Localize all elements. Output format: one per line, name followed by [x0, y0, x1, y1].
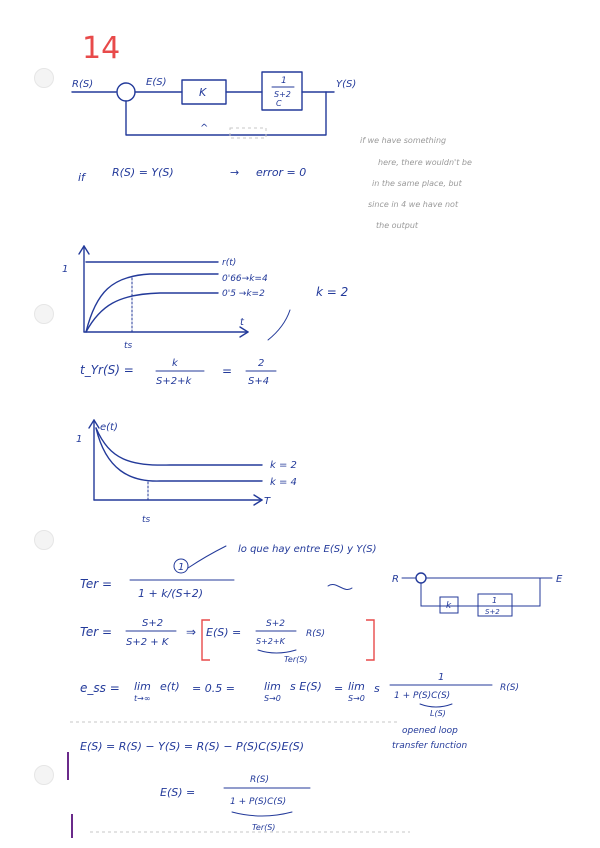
- faint-side-note: [360, 136, 472, 230]
- error-tick-ts: ts: [142, 515, 151, 525]
- condition-equation: R(S) = Y(S): [112, 166, 174, 179]
- ess-sub-2: S→0: [264, 694, 281, 703]
- final-under: Ter(S): [252, 823, 276, 832]
- error-tf-expanded: [80, 618, 374, 664]
- legend-k2: 0'5 →k=2: [222, 289, 265, 299]
- ess-f-3: s: [374, 682, 380, 695]
- plant-numerator: 1: [281, 76, 287, 86]
- ess-num: 1: [438, 672, 445, 683]
- squiggle-arrow: [328, 584, 352, 589]
- plant-sublabel: C: [276, 99, 282, 108]
- condition-if: if: [78, 171, 85, 184]
- ess-eq-2: =: [334, 682, 344, 695]
- side-note-line-5: the output: [376, 221, 419, 230]
- ess-lim-1: lim: [134, 680, 151, 693]
- E-den: S+2+K: [256, 637, 285, 646]
- E-num: S+2: [266, 619, 285, 629]
- ess-eq-1: = 0.5 =: [192, 682, 235, 695]
- condition-result: error = 0: [256, 166, 307, 179]
- ess-lim-2: lim: [264, 680, 281, 693]
- error-curve-k2: [96, 428, 262, 465]
- red-bracket-right: [366, 620, 374, 660]
- side-note-line-2: here, there wouldn't be: [378, 158, 472, 167]
- page-number: 14: [82, 31, 121, 66]
- output-label: Y(S): [336, 79, 357, 90]
- ess-f-1: e(t): [160, 680, 180, 693]
- tf-lhs: t_Yr(S) =: [80, 363, 134, 377]
- final-line-1: E(S) = R(S) − Y(S) = R(S) − P(S)C(S)E(S): [80, 740, 305, 753]
- note-between: lo que hay entre E(S) y Y(S): [238, 544, 377, 555]
- legend-k4: 0'66→k=4: [222, 274, 268, 284]
- final-den: 1 + P(S)C(S): [230, 797, 287, 807]
- small-k: k: [446, 601, 452, 611]
- condition-arrow: →: [230, 166, 240, 179]
- ter-lhs: Ter =: [80, 577, 113, 591]
- k-value-note: k = 2: [316, 285, 349, 299]
- ess-sub-3: S→0: [348, 694, 365, 703]
- error-condition: [78, 166, 306, 184]
- small-den: S+2: [485, 608, 500, 616]
- ter2-lhs: Ter =: [80, 625, 113, 639]
- ess-sub-1: t→∞: [134, 694, 151, 703]
- ter-den: 1 + k/(S+2): [138, 587, 204, 600]
- response-curve-k4: [86, 274, 218, 332]
- ess-under: L(S): [430, 709, 446, 718]
- closed-loop-tf: [80, 358, 276, 387]
- final-num: R(S): [250, 775, 269, 785]
- tf-den-1: S+2+k: [156, 376, 192, 387]
- ess-lim-3: lim: [348, 680, 365, 693]
- response-curve-k2: [86, 293, 218, 332]
- ess-f-2: s E(S): [290, 680, 322, 693]
- tf-num-1: k: [172, 358, 178, 369]
- legend-reference: r(t): [222, 258, 237, 268]
- feedback-mark: ^: [200, 123, 209, 134]
- error-y-tick: 1: [76, 434, 83, 445]
- step-x-label: t: [240, 317, 244, 328]
- ess-note-2: transfer function: [392, 741, 468, 751]
- error-label: E(S): [146, 77, 167, 88]
- faint-sketch: [230, 128, 266, 138]
- annotation-arrow: [268, 310, 290, 340]
- legend-error-k4: k = 4: [270, 477, 297, 488]
- summing-junction: [117, 83, 135, 101]
- E-tail: R(S): [306, 629, 325, 639]
- small-num: 1: [492, 596, 498, 605]
- final-derivation: [68, 722, 410, 838]
- step-y-label: 1: [62, 264, 69, 275]
- error-tf: [80, 559, 352, 600]
- step-tick-ts: ts: [124, 341, 133, 351]
- error-curve-k4: [96, 428, 262, 481]
- error-plot: [76, 420, 297, 525]
- ess-lhs: e_ss =: [80, 681, 120, 695]
- E-lhs: E(S) =: [206, 626, 242, 639]
- ess-tail: R(S): [500, 683, 519, 693]
- tf-num-2: 2: [258, 358, 265, 369]
- small-input: R: [392, 574, 399, 585]
- step-response-plot: [62, 246, 348, 351]
- note-arrow: [188, 546, 226, 568]
- final-E-lhs: E(S) =: [160, 786, 196, 799]
- E-under: Ter(S): [284, 655, 308, 664]
- ter2-implies: ⇒: [186, 625, 197, 639]
- side-note-line-1: if we have something: [360, 136, 447, 145]
- gain-label: K: [199, 86, 207, 99]
- ter-num: 1: [178, 562, 185, 573]
- side-note-line-3: in the same place, but: [372, 179, 462, 188]
- tf-den-2: S+4: [248, 376, 270, 387]
- ter2-num: S+2: [142, 618, 164, 629]
- small-output: E: [556, 574, 563, 585]
- legend-error-k2: k = 2: [270, 460, 297, 471]
- side-note-line-4: since in 4 we have not: [368, 200, 459, 209]
- ess-note-1: opened loop: [402, 726, 458, 736]
- block-diagram: [72, 72, 356, 138]
- small-block-diagram: [392, 573, 563, 616]
- plant-denominator: S+2: [274, 90, 291, 99]
- input-label: R(S): [72, 79, 94, 90]
- error-y-label: e(t): [100, 422, 118, 433]
- ter2-den: S+2 + K: [126, 637, 169, 648]
- ess-den: 1 + P(S)C(S): [394, 691, 451, 701]
- tf-equals: =: [222, 364, 233, 378]
- error-x-label: T: [264, 496, 271, 507]
